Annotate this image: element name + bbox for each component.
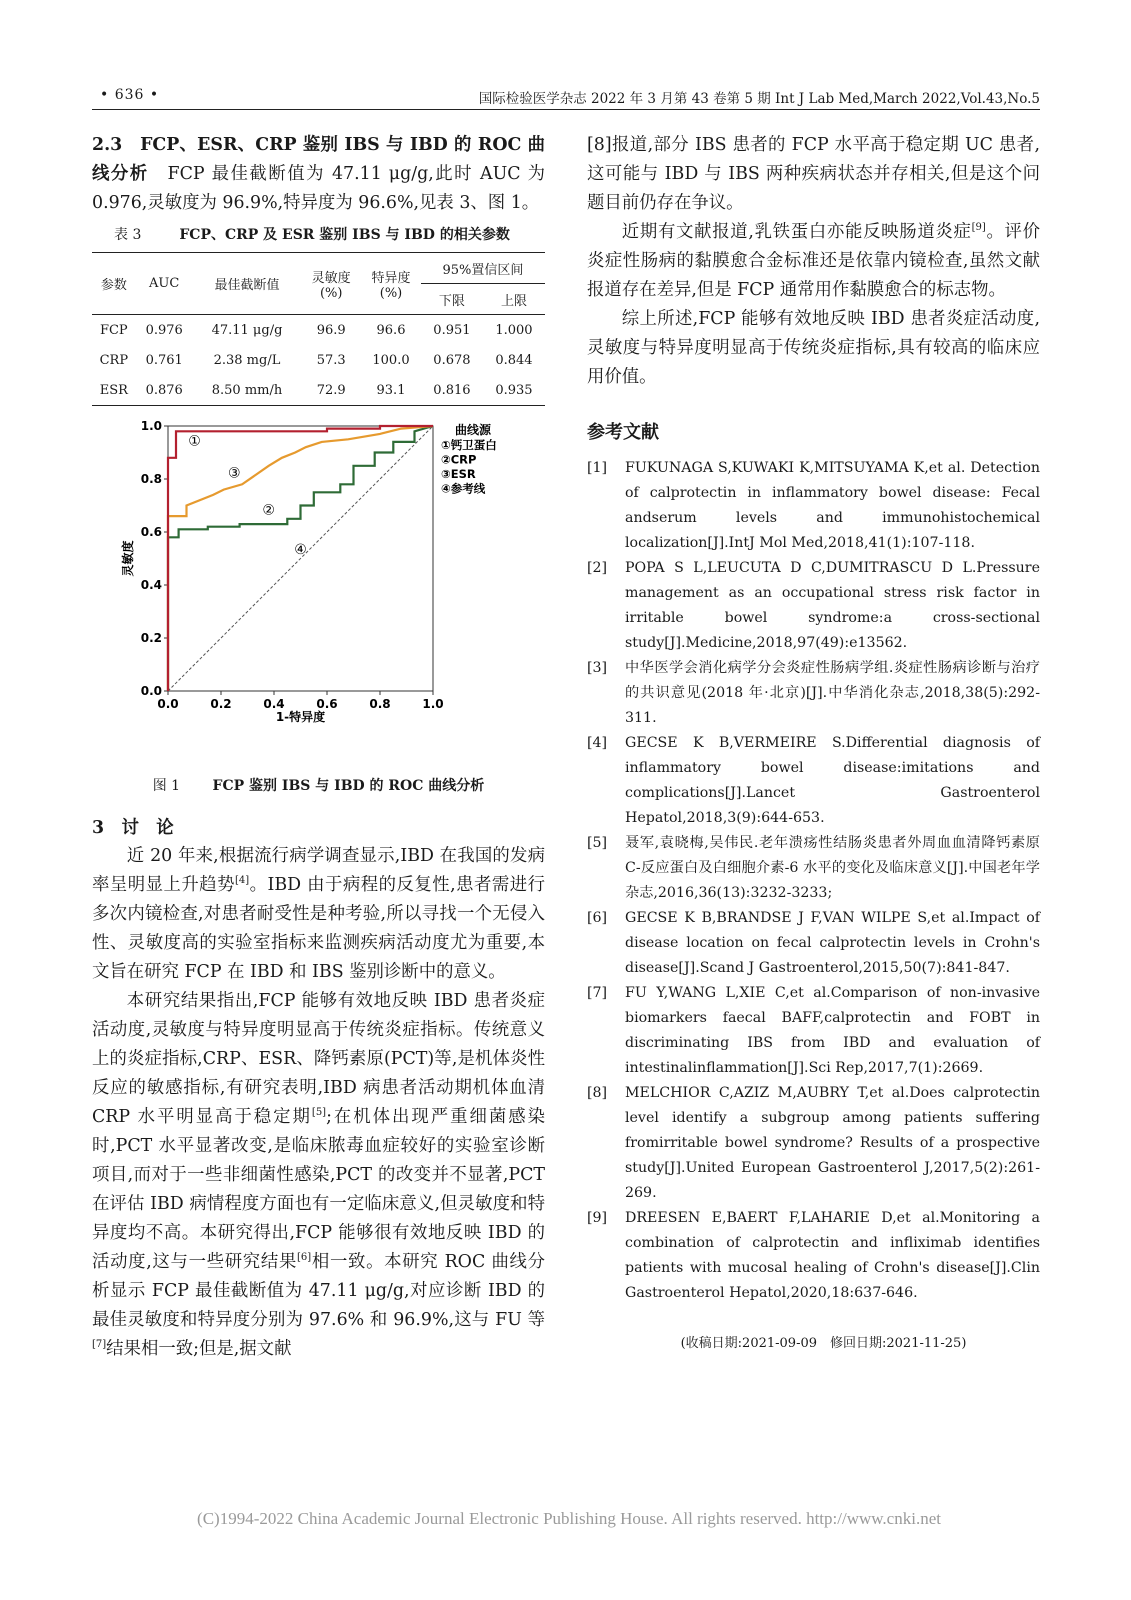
table-cell-sens: 57.3 xyxy=(316,352,346,368)
reference-number: [8] xyxy=(587,1085,608,1101)
y-tick-label: 0.4 xyxy=(140,578,162,592)
roc-figure xyxy=(92,416,545,771)
th-ci: 95%置信区间 xyxy=(421,253,545,284)
legend-title: 曲线源 xyxy=(455,423,492,437)
legend-entry: ①钙卫蛋白 xyxy=(441,438,497,452)
table3-title: FCP、CRP 及 ESR 鉴别 IBS 与 IBD 的相关参数 xyxy=(179,227,510,243)
figure1-title: FCP 鉴别 IBS 与 IBD 的 ROC 曲线分析 xyxy=(212,778,485,794)
reference-text: FUKUNAGA S,KUWAKI K,MITSUYAMA K,et al. Detection of calprotectin in inflammatory bowel disease: Fecal andserum levels and immunohistochemical localization[J].IntJ Mol Med,2018,41(1):107-118. xyxy=(625,460,1040,551)
reference-number: [9] xyxy=(587,1210,608,1226)
th-auc: AUC xyxy=(136,253,193,315)
page-number: • 636 • xyxy=(100,87,160,103)
curve-marker-label: ② xyxy=(262,502,275,519)
reference-list xyxy=(587,456,1040,1306)
reference-item xyxy=(587,1081,1040,1206)
citation: [4] xyxy=(234,875,250,886)
discussion-para2: 本研究结果指出,FCP 能够有效地反映 IBD 患者炎症活动度,灵敏度与特异度明显高于传统炎症指标。传统意义上的炎症指标,CRP、ESR、降钙素原(PCT)等,是机体炎性反应的敏感指标,有研究表明,IBD 病患者活动期机体血清 CRP 水平明显高于稳定期[5];在机体出现严重细菌感染时,PCT 水平显著改变,是临床脓毒血症较好的实验室诊断项目,而对于一些非细菌性感染,PCT 的改变并不显著,PCT 在评估 IBD 病情程度方面也有一定临床意义,但灵敏度和特异度均不高。本研究得出,FCP 能够很有效地反映 IBD 的活动度,这与一些研究结果[6]相一致。本研究 ROC 曲线分析显示 FCP 最佳截断值为 47.11 μg/g,对应诊断 IBD 的最佳灵敏度和特异度分别为 97.6% 和 96.9%,这与 FU 等[7]结果相一致;但是,据文献 xyxy=(92,991,545,1359)
table-cell-cutoff: 2.38 mg/L xyxy=(213,352,281,368)
table-cell-param: FCP xyxy=(99,322,128,338)
th-sens: 灵敏度 (%) xyxy=(301,253,361,315)
table3-caption xyxy=(92,224,545,244)
table-cell-low: 0.816 xyxy=(421,375,483,406)
y-tick-label: 1.0 xyxy=(140,419,162,433)
y-tick-label: 0.2 xyxy=(140,631,162,645)
reference-text: DREESEN E,BAERT F,LAHARIE D,et al.Monitoring a combination of calprotectin and infliximab identifies patients with mucosal healing of Crohn's disease[J].Clin Gastroenterol Hepatol,2020,18:637-646. xyxy=(625,1210,1040,1301)
table-cell-low: 0.678 xyxy=(433,352,471,368)
x-tick-label: 0.4 xyxy=(263,697,285,711)
reference-item xyxy=(587,556,1040,656)
reference-number: [5] xyxy=(587,835,608,851)
discussion-para3: [8]报道,部分 IBS 患者的 FCP 水平高于稳定期 UC 患者,这可能与 IBD 与 IBS 两种疾病状态并存相关,但是这个问题目前仍存在争议。 xyxy=(587,135,1040,213)
th-spec: 特异度 (%) xyxy=(361,253,421,315)
table-cell-high: 0.844 xyxy=(495,352,533,368)
th-ci-low: 下限 xyxy=(421,284,483,315)
references-title: 参考文献 xyxy=(587,422,659,443)
copyright-footer: (C)1994-2022 China Academic Journal Electronic Publishing House. All rights reserved. http://www.cnki.net xyxy=(197,1509,941,1528)
table-cell-param: CRP xyxy=(99,352,129,368)
table-cell-spec: 100.0 xyxy=(372,352,410,368)
journal-header: 国际检验医学杂志 2022 年 3 月第 43 卷第 5 期 Int J Lab Med,March 2022,Vol.43,No.5 xyxy=(478,91,1040,107)
reference-item xyxy=(587,656,1040,731)
legend-entry: ④参考线 xyxy=(441,481,486,496)
y-axis-label: 灵敏度 xyxy=(121,540,135,577)
x-tick-label: 0.2 xyxy=(210,697,232,711)
y-tick-label: 0.6 xyxy=(140,525,162,539)
table-row xyxy=(92,375,545,406)
citation: [7] xyxy=(92,1339,107,1350)
table-cell-auc: 0.761 xyxy=(145,352,183,368)
left-column xyxy=(92,131,545,1364)
reference-number: [1] xyxy=(587,460,608,476)
curve-marker-label: ① xyxy=(188,433,201,450)
x-axis-label: 1-特异度 xyxy=(275,710,326,724)
reference-text: MELCHIOR C,AZIZ M,AUBRY T,et al.Does calprotectin level identify a subgroup among patients suffering fromirritable bowel syndrome? Results of a prospective study[J].United European Gastroenterol J,2017,5(2):261-269. xyxy=(625,1085,1040,1201)
section-2-3-heading: 2.3 FCP、ESR、CRP 鉴别 IBS 与 IBD 的 ROC 曲线分析 xyxy=(92,135,545,184)
roc-chart xyxy=(92,416,545,771)
table-cell-spec: 93.1 xyxy=(361,375,421,406)
reference-item xyxy=(587,1206,1040,1306)
reference-item xyxy=(587,731,1040,831)
discussion-para4: 近期有文献报道,乳铁蛋白亦能反映肠道炎症[9]。评价炎症性肠病的黏膜愈合金标准还是依靠内镜检查,虽然文献报道存在差异,但是 FCP 通常用作黏膜愈合的标志物。 xyxy=(587,222,1040,300)
table-cell-cutoff: 8.50 mm/h xyxy=(193,375,302,406)
table-cell-high: 0.935 xyxy=(483,375,545,406)
section3-heading: 3 讨 论 xyxy=(92,818,174,838)
th-ci-high: 上限 xyxy=(483,284,545,315)
table3 xyxy=(92,252,545,406)
reference-number: [7] xyxy=(587,985,608,1001)
th-cutoff: 最佳截断值 xyxy=(193,253,302,315)
x-tick-label: 0.6 xyxy=(316,697,338,711)
reference-text: 中华医学会消化病学分会炎症性肠病学组.炎症性肠病诊断与治疗的共识意见(2018 年·北京)[J].中华消化杂志,2018,38(5):292-311. xyxy=(625,660,1040,726)
x-tick-label: 0.8 xyxy=(369,697,391,711)
table-cell-high: 1.000 xyxy=(495,322,533,338)
table-cell-low: 0.951 xyxy=(433,322,471,338)
discussion-para1: 近 20 年来,根据流行病学调查显示,IBD 在我国的发病率呈明显上升趋势[4]。IBD 由于病程的反复性,患者需进行多次内镜检查,对患者耐受性是种考验,所以寻找一个无侵入性、灵敏度高的实验室指标来监测疾病活动度尤为重要,本文旨在研究 FCP 在 IBD 和 IBS 鉴别诊断中的意义。 xyxy=(92,846,545,982)
table-row xyxy=(92,315,545,346)
received-dates: (收稿日期:2021-09-09 修回日期:2021-11-25) xyxy=(680,1336,967,1351)
legend-entry: ②CRP xyxy=(441,452,477,467)
section-2-3-text: FCP 最佳截断值为 47.11 μg/g,此时 AUC 为 0.976,灵敏度为 96.9%,特异度为 96.6%,见表 3、图 1。 xyxy=(92,164,545,213)
reference-text: 聂军,袁晓梅,吴伟民.老年溃疡性结肠炎患者外周血血清降钙素原 C-反应蛋白及白细胞介素-6 水平的变化及临床意义[J].中国老年学杂志,2016,36(13):3232-3233; xyxy=(625,835,1040,901)
reference-item xyxy=(587,906,1040,981)
roc-series-line xyxy=(168,426,433,691)
table3-body xyxy=(92,315,545,406)
table3-label: 表 3 xyxy=(114,227,142,243)
reference-number: [3] xyxy=(587,660,608,676)
table-cell-cutoff: 47.11 μg/g xyxy=(211,322,283,338)
reference-item xyxy=(587,831,1040,906)
table-cell-spec: 96.6 xyxy=(376,322,406,338)
figure1-label: 图 1 xyxy=(152,778,181,794)
right-column xyxy=(587,131,1040,1351)
reference-item xyxy=(587,981,1040,1081)
figure1-caption xyxy=(92,775,545,795)
table-row xyxy=(92,345,545,375)
curve-marker-label: ④ xyxy=(294,542,307,559)
th-param: 参数 xyxy=(92,253,136,315)
reference-number: [6] xyxy=(587,910,608,926)
reference-item xyxy=(587,456,1040,556)
citation: [6] xyxy=(297,1252,312,1263)
citation: [5] xyxy=(311,1107,327,1118)
y-tick-label: 0.0 xyxy=(140,684,162,698)
discussion-para5: 综上所述,FCP 能够有效地反映 IBD 患者炎症活动度,灵敏度与特异度明显高于传统炎症指标,具有较高的临床应用价值。 xyxy=(587,309,1040,387)
reference-text: FU Y,WANG L,XIE C,et al.Comparison of non-invasive biomarkers faecal BAFF,calprotectin and FOBT in discriminating IBS from IBD and evaluation of intestinalinflammation[J].Sci Rep,2017,7(1):2669. xyxy=(625,985,1040,1076)
y-tick-label: 0.8 xyxy=(140,472,162,486)
header-rule xyxy=(92,109,1040,110)
table-cell-param: ESR xyxy=(92,375,136,406)
table-cell-auc: 0.876 xyxy=(136,375,193,406)
curve-marker-label: ③ xyxy=(227,465,241,482)
legend-entry: ③ESR xyxy=(441,467,476,481)
table-cell-sens: 72.9 xyxy=(301,375,361,406)
x-tick-label: 0.0 xyxy=(157,697,179,711)
table-cell-sens: 96.9 xyxy=(316,322,346,338)
reference-text: GECSE K B,VERMEIRE S.Differential diagnosis of inflammatory bowel disease:imitations and complications[J].Lancet Gastroenterol Hepatol,2018,3(9):644-653. xyxy=(625,735,1040,826)
table-cell-auc: 0.976 xyxy=(145,322,183,338)
reference-number: [2] xyxy=(587,560,608,576)
citation: [9] xyxy=(971,222,986,233)
reference-number: [4] xyxy=(587,735,608,751)
x-tick-label: 1.0 xyxy=(422,697,444,711)
reference-text: GECSE K B,BRANDSE J F,VAN WILPE S,et al.Impact of disease location on fecal calprotectin levels in Crohn's disease[J].Scand J Gastroenterol,2015,50(7):841-847. xyxy=(625,910,1040,976)
reference-text: POPA S L,LEUCUTA D C,DUMITRASCU D L.Pressure management as an occupational stress risk factor in irritable bowel syndrome:a cross-sectional study[J].Medicine,2018,97(49):e13562. xyxy=(625,560,1040,651)
section-2-3 xyxy=(92,131,545,218)
